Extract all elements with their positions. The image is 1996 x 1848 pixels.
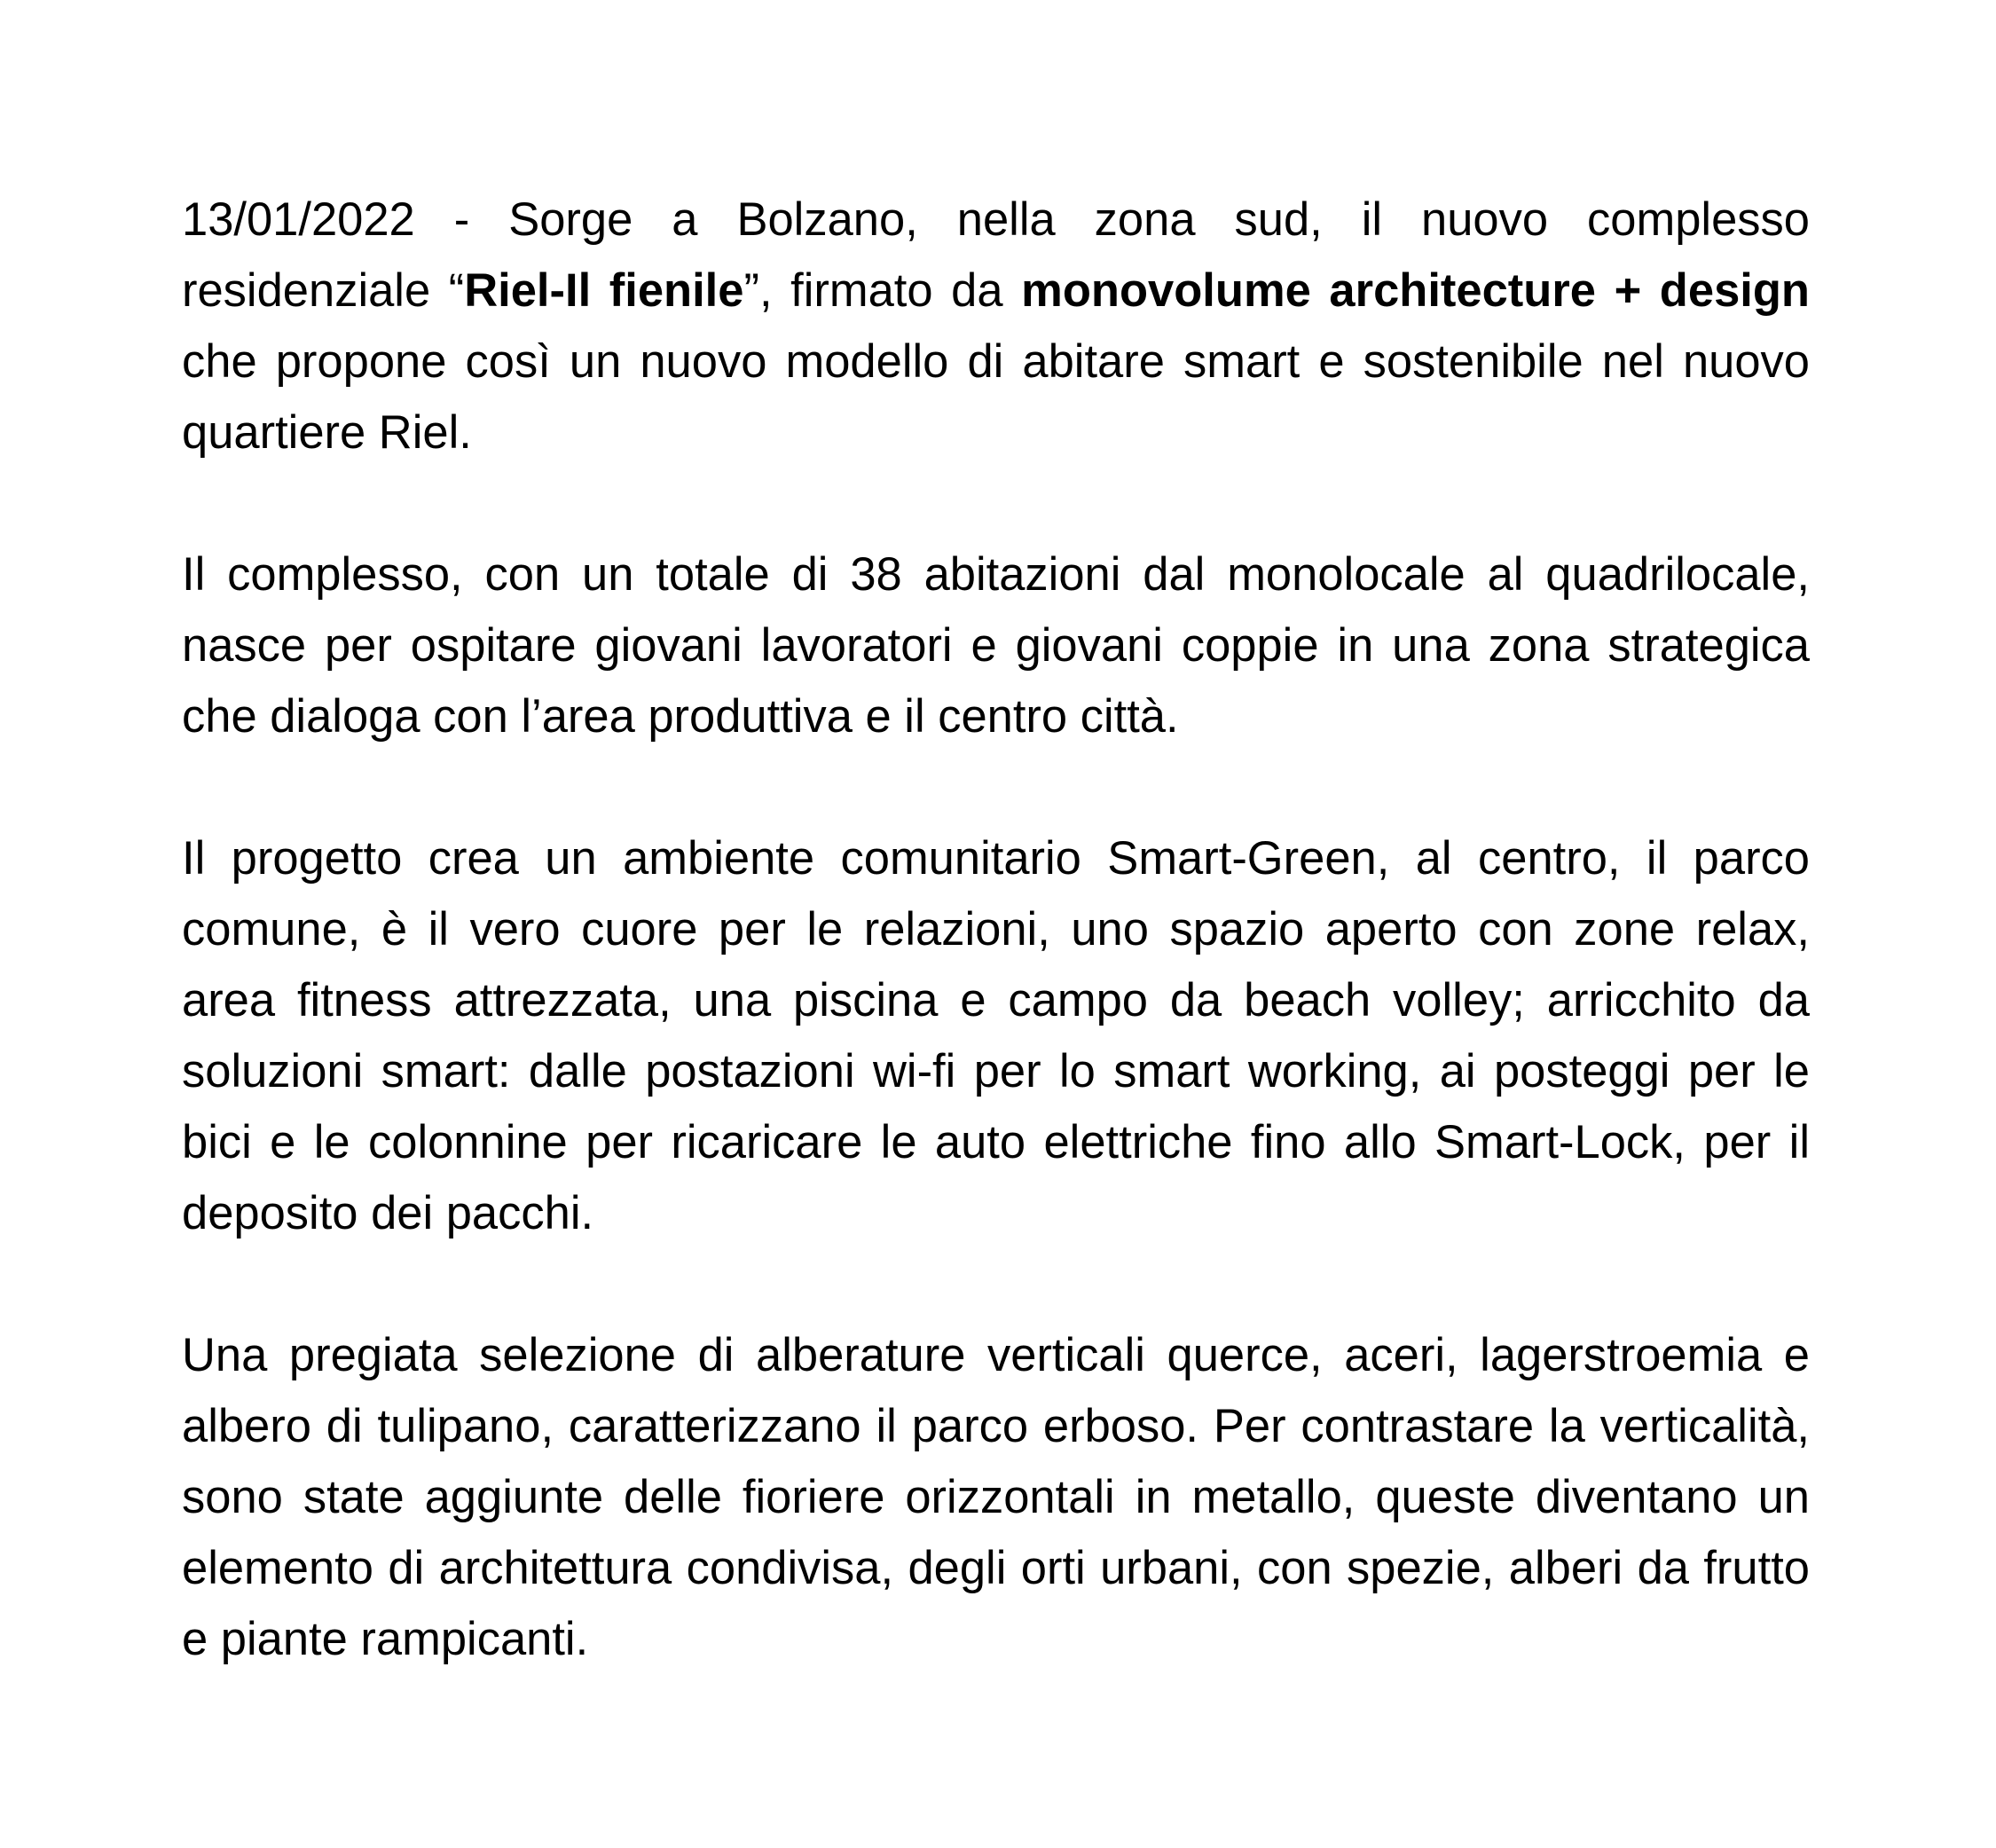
- paragraph-intro: [182, 185, 1810, 468]
- intro-text-1: 13/01/2022 - Sorge a Bolzano, nella zona sud, il nuovo complesso residenziale “: [182, 193, 1810, 317]
- intro-text-2: ”, firmato da: [743, 264, 1022, 317]
- paragraph-project: Il progetto crea un ambiente comunitario Smart-Green, al centro, il parco comune, è il vero cuore per le relazioni, uno spazio aperto con zone relax, area fitness attrezzata, una piscina e campo da beach volley; arricchito da soluzioni smart: dalle postazioni wi-fi per lo smart working, ai posteggi per le bici e le colonnine per ricaricare le auto elettriche fino allo Smart-Lock, per il deposito dei pacchi.: [182, 832, 1810, 1239]
- architect-name: monovolume architecture + design: [1021, 264, 1811, 317]
- project-name: Riel-Il fienile: [464, 264, 744, 317]
- paragraph-landscape: Una pregiata selezione di alberature verticali querce, aceri, lagerstroemia e albero di tulipano, caratterizzano il parco erboso. Per contrastare la verticalità, sono state aggiunte delle fioriere orizzontali in metallo, queste diventano un elemento di architettura condivisa, degli orti urbani, con spezie, alberi da frutto e piante rampicanti.: [182, 1329, 1810, 1665]
- document-body: [182, 185, 1810, 1675]
- intro-text-3: che propone così un nuovo modello di abitare smart e sostenibile nel nuovo quartiere Riel.: [182, 335, 1810, 459]
- paragraph-complex: Il complesso, con un totale di 38 abitazioni dal monolocale al quadrilocale, nasce per ospitare giovani lavoratori e giovani coppie in una zona strategica che dialoga con l’area produttiva e il centro città.: [182, 548, 1810, 743]
